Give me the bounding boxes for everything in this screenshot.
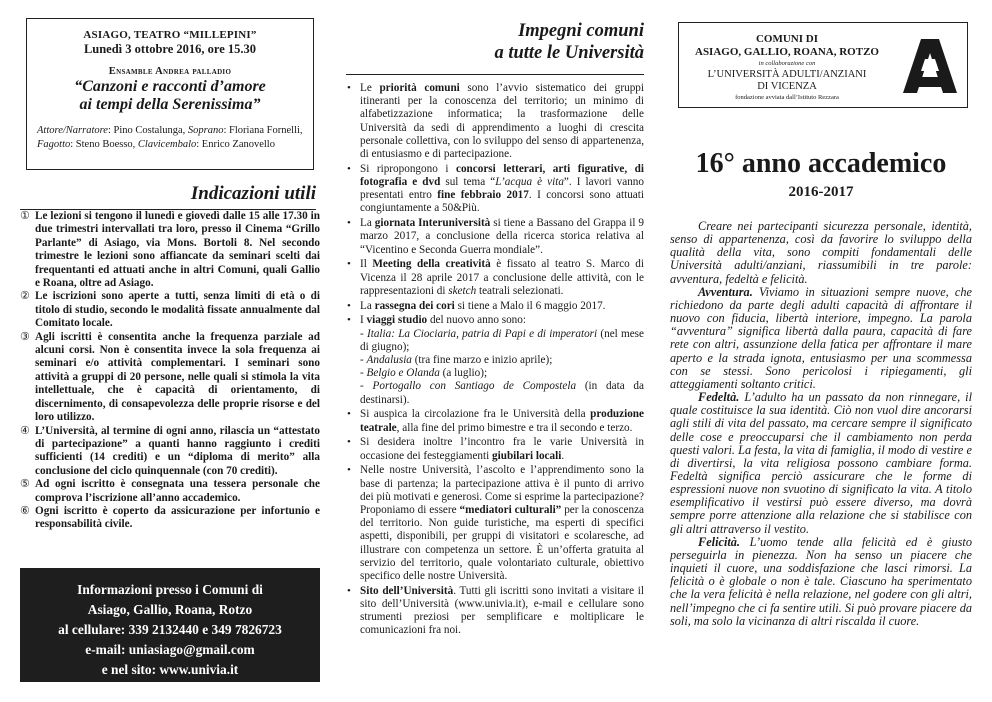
list-number: ③	[20, 330, 30, 343]
bullet-icon: •	[347, 436, 351, 449]
comuni-line5: DI VICENZA	[757, 81, 817, 92]
list-text: per la conoscenza del territorio. Non guide turistiche, ma esperti di specifici aspetti, disponibili, per gruppi di visitatori e scolaresche, ad illustrare con competenza un settore. È un’offerta gratuita al servizio del territorio, quale volontariato culturale, obiettivo specifico delle nostre Università.	[360, 504, 644, 583]
comuni-line6: fondazione avviata dall’Istituto Rezzara	[735, 94, 839, 101]
event-box	[26, 18, 314, 170]
performer-name: : Enrico Zanovello	[196, 139, 275, 150]
performer-role: Soprano	[187, 125, 224, 136]
list-text: Belgio e Olanda	[366, 367, 440, 380]
performer-name: : Floriana Fornelli,	[223, 125, 303, 136]
list-text: Portogallo con Santiago de Compostela	[372, 380, 577, 393]
list-item	[346, 217, 644, 257]
list-item	[20, 505, 320, 532]
bullet-icon: •	[347, 408, 351, 421]
academic-year-title: 16° anno accademico	[695, 148, 947, 179]
title-rule	[346, 74, 644, 75]
event-date: Lunedì 3 ottobre 2016, ore 15.30	[83, 42, 257, 56]
list-text: (tra fine marzo e inizio aprile);	[411, 354, 553, 367]
list-text: (in data da destinarsi).	[360, 380, 644, 406]
list-text: -	[360, 367, 367, 380]
bullet-icon: •	[347, 258, 351, 271]
performer-role: Clavicembalo	[137, 139, 197, 150]
comuni-line3: in collaborazione con	[758, 60, 816, 67]
list-text: Le	[360, 82, 380, 94]
impegni-title	[346, 20, 644, 64]
body-paragraph-felicita	[670, 536, 972, 628]
body-paragraph-fedelta	[670, 391, 972, 536]
info-box	[20, 568, 320, 682]
comuni-line2: ASIAGO, GALLIO, ROANA, ROTZO	[695, 46, 879, 58]
list-text: Ad ogni iscritto è consegnata una tessera personale che comprova l’iscrizione all’anno accademico.	[35, 478, 320, 504]
list-text: La	[360, 217, 375, 230]
bullet-icon: •	[347, 217, 351, 230]
list-number: ②	[20, 290, 30, 303]
list-text: (nel mese di giugno);	[360, 327, 644, 353]
paragraph-heading: Fedeltà.	[698, 390, 740, 405]
list-item	[346, 464, 644, 583]
event-performers	[33, 124, 307, 152]
academic-year-years: 2016-2017	[788, 184, 854, 200]
list-text: Proponiamo di essere	[360, 504, 460, 517]
list-item	[20, 478, 320, 505]
list-text: -	[360, 354, 367, 367]
performer-name: : Pino Costalunga,	[107, 125, 188, 136]
list-text: ”. I lavori vanno presentati entro	[360, 176, 644, 202]
bullet-icon: •	[347, 464, 351, 477]
list-item	[346, 436, 644, 462]
list-text: fine febbraio 2017	[437, 189, 529, 202]
list-item	[346, 258, 644, 298]
list-number: ④	[20, 424, 30, 437]
comuni-line1: COMUNI DI	[755, 33, 819, 45]
paragraph-heading: Felicità.	[698, 534, 741, 549]
list-item	[20, 425, 320, 479]
univia-logo-icon	[901, 37, 959, 95]
list-text: si tiene a Bassano del Grappa il 9 marzo 2017, a conclusione della ricerca storica relativa al “Vicentino e Seconda Guerra mondiale”.	[360, 217, 645, 256]
list-text: Sito dell’Università	[360, 584, 454, 597]
info-website: e nel sito: www.univia.it	[101, 662, 239, 677]
list-text: priorità comuni	[379, 82, 460, 94]
list-text: Andalusia	[366, 354, 412, 367]
performer-role: Attore/Narratore	[37, 125, 108, 136]
list-text: Le iscrizioni sono aperte a tutti, senza limiti di età o di titolo di studio, secondo le modalità fissate annualmente dal Comitato locale.	[35, 290, 320, 330]
paragraph-text: L’adulto ha un passato da non rinnegare, il quale costituisce la sua identità. Ciò non vuol dire ancorarsi agli stili di vita del passato, ma cercare sempre il significato delle cose e preoccuparsi che il cambiamento non perda questi valori. La festa, la vita di famiglia, il modo di vestire e di divertirsi, la vita religiosa possono cambiare forma. Fedeltà significa perciò assicurare che le forme di espressioni nuove non svuotino di significato la vita. A titolo esemplificativo il vestirsi può essere diverso, ma dovrà sempre porre attenzione alla relazione che si stabilisce con gli altri attraverso il vestito.	[670, 390, 972, 536]
list-text: Si ripropongono i	[360, 162, 456, 175]
list-text: .	[561, 449, 565, 462]
performer-role: Fagotto	[37, 139, 71, 150]
indicazioni-list	[20, 210, 320, 532]
list-text: concorsi letterari, arti figurative, di fotografia e dvd	[360, 162, 645, 189]
comuni-header-box	[678, 22, 968, 108]
list-text: produzione teatrale	[360, 408, 644, 434]
bullet-icon: •	[347, 162, 351, 175]
list-number: ⑥	[20, 504, 30, 517]
list-text: . Tutti gli iscritti sono invitati a visitare il sito dell’Università (www.univia.it), e-mail e cellulare sono strumenti preziosi per semplificare e moltiplicare le comunicazioni fra noi.	[360, 584, 644, 637]
list-text: Il	[360, 258, 373, 271]
indicazioni-title: Indicazioni utili	[20, 183, 316, 210]
list-text: Italia: La Ciociaria, patria di Papi e di imperatori	[366, 327, 598, 340]
list-text: Le lezioni si tengono il lunedì e giovedì dalle 15 alle 17.30 in due trimestri intervallati tra loro, presso il Cinema “Grillo Parlante” di Asiago, via Mons. Bortoli 8. Nel secondo trimestre le lezioni sono affiancate da seminari scelti dai frequentanti ed attuati anche in altri Comuni, quali Gallio e Roana, oltre ad Asiago.	[35, 210, 320, 290]
list-text: rassegna dei cori	[374, 299, 455, 312]
list-text: Si auspica la circolazione fra le Università della	[360, 408, 591, 421]
list-item	[346, 82, 644, 161]
body-paragraph-intro: Creare nei partecipanti sicurezza personale, identità, senso di appartenenza, così da favorire lo sviluppo della qualità della vita, sono compiti fondamentali delle Università adulti/anziani, riassumibili in tre parole: avventura, fedeltà e felicità.	[670, 219, 972, 286]
comuni-text	[685, 33, 889, 103]
list-text: sono l’avvio sistematico dei gruppi itineranti per la conoscenza del territorio; un minimo di alfabetizzazione informatica; la trasformazione delle Università da sedi di apprendimento a luoghi di crescita personale collettiva, con lo sviluppo del senso di appartenenza, di entusiasmo e di partecipazione.	[360, 82, 644, 161]
info-phone: al cellulare: 339 2132440 e 349 7826723	[58, 622, 282, 637]
event-ensemble: Ensamble Andrea palladio	[108, 66, 232, 77]
list-text: Meeting della creatività	[372, 258, 491, 271]
list-number: ①	[20, 210, 30, 222]
list-item	[346, 163, 644, 216]
list-item	[20, 290, 320, 330]
list-text: sul tema “	[440, 176, 496, 189]
bullet-icon: •	[347, 299, 351, 312]
info-line1: Informazioni presso i Comuni di	[77, 582, 263, 597]
list-text: -	[360, 327, 367, 340]
bullet-icon: •	[347, 314, 351, 327]
list-text: L’acqua è vita	[495, 176, 564, 189]
list-text: si tiene a Malo il 6 maggio 2017.	[454, 299, 606, 312]
info-email: e-mail: uniasiago@gmail.com	[85, 642, 255, 657]
info-line2: Asiago, Gallio, Roana, Rotzo	[87, 602, 253, 617]
academic-year-heading	[670, 148, 972, 202]
bullet-icon: •	[347, 82, 351, 94]
list-text: L’Università, al termine di ogni anno, rilascia un “attestato di partecipazione” a quanti hanno raggiunto i crediti sufficienti (14 crediti) e un “diploma di merito” alla conclusione del ciclo quinquennale (con 70 crediti).	[35, 424, 320, 477]
list-text: , alla fine del primo bimestre e tra il secondo e terzo.	[396, 421, 633, 434]
list-item	[346, 300, 644, 313]
list-text: Agli iscritti è consentita anche la frequenza parziale ad alcuni corsi. Non è consentita invece la sola frequenza ai seminari e/o attività complementari. I seminari sono attività a gruppi di 20 persone, nelle quali si stimola la vita intellettuale, che è capacità di orientamento, di discernimento, di consapevolezza delle proprie risorse e del loro utilizzo.	[35, 330, 320, 424]
list-item	[346, 408, 644, 434]
list-text: teatrali selezionati.	[476, 284, 564, 297]
list-text: Nelle nostre Università, l’ascolto e l’apprendimento sono la base di partenza; la partecipazione attiva è il punto di arrivo dei più motivati e generosi. Come si esprime la partecipazione?	[360, 464, 644, 503]
list-text: del nuovo anno sono:	[427, 314, 526, 327]
paragraph-text: Viviamo in situazioni sempre nuove, che richiedono da parte degli adulti capacità di affrontare il nuovo con fiducia, libertà interiore, impegno. La parola “avventura” significa libertà dalla paura, capacità di fare rete con altri, assunzione della fatica per affrontare il mare aperto e la strada ignota, entusiasmo per una scommessa con se stessi. Sono pericolosi i ripiegamenti, gli atteggiamenti soltanto critici.	[670, 284, 972, 391]
list-item	[20, 331, 320, 425]
impegni-list	[346, 82, 644, 639]
event-venue: ASIAGO, TEATRO “MILLEPINI”	[83, 29, 257, 41]
paragraph-text: L’uomo tende alla felicità ed è giusto perseguirla in pienezza. Non ha senso un piacere che inquieti il cuore, una soddisfazione che lasci rimorsi. La felicità o è globale o non è tale. Ciascuno ha sperimentato che la vera felicità è nella relazione, nel godere con gli altri, nell’impegno che ci fa sentire utili. Si può provare piacere da soli, ma solo la vicinanza di altri riscalda il cuore.	[670, 534, 972, 628]
body-paragraph-avventura	[670, 286, 972, 391]
event-title	[33, 78, 307, 114]
performers-line2	[37, 138, 307, 152]
list-text: è fissato al teatro S. Marco di Vicenza il 28 aprile 2017 a conclusione delle attività, con le rappresentazioni di	[360, 258, 644, 297]
event-title-line1: “Canzoni e racconti d’amore	[74, 78, 266, 95]
paragraph-heading: Avventura.	[698, 284, 753, 299]
list-text: viaggi studio	[366, 314, 428, 327]
performers-line1	[37, 124, 307, 138]
impegni-title-line1: Impegni comuni	[518, 21, 644, 41]
list-item	[20, 210, 320, 290]
bullet-icon: •	[347, 584, 351, 597]
list-text: Si desidera inoltre l’incontro fra le varie Università in occasione dei festeggiamenti	[360, 436, 644, 462]
list-text: sketch	[448, 284, 477, 297]
event-title-line2: ai tempi della Serenissima”	[79, 96, 261, 113]
list-text: “mediatori culturali”	[459, 504, 562, 517]
list-text: La	[360, 299, 375, 312]
list-text: -	[360, 380, 373, 393]
body-text	[670, 220, 972, 628]
list-text: giornata Interuniversità	[374, 217, 491, 230]
comuni-line4: L’UNIVERSITÀ ADULTI/ANZIANI	[707, 69, 867, 80]
list-text: . I concorsi sono attuati congiuntamente a 50&Più.	[360, 189, 644, 215]
impegni-title-line2: a tutte le Università	[494, 43, 644, 63]
list-text: Ogni iscritto è coperto da assicurazione per infortunio e responsabilità civile.	[35, 504, 320, 531]
list-text: (a luglio);	[439, 367, 488, 380]
list-number: ⑤	[20, 478, 30, 491]
list-item	[346, 585, 644, 638]
list-item	[346, 314, 644, 406]
list-text: giubilari locali	[492, 449, 562, 462]
list-text: I	[360, 314, 367, 327]
performer-name: : Steno Boesso,	[70, 139, 138, 150]
